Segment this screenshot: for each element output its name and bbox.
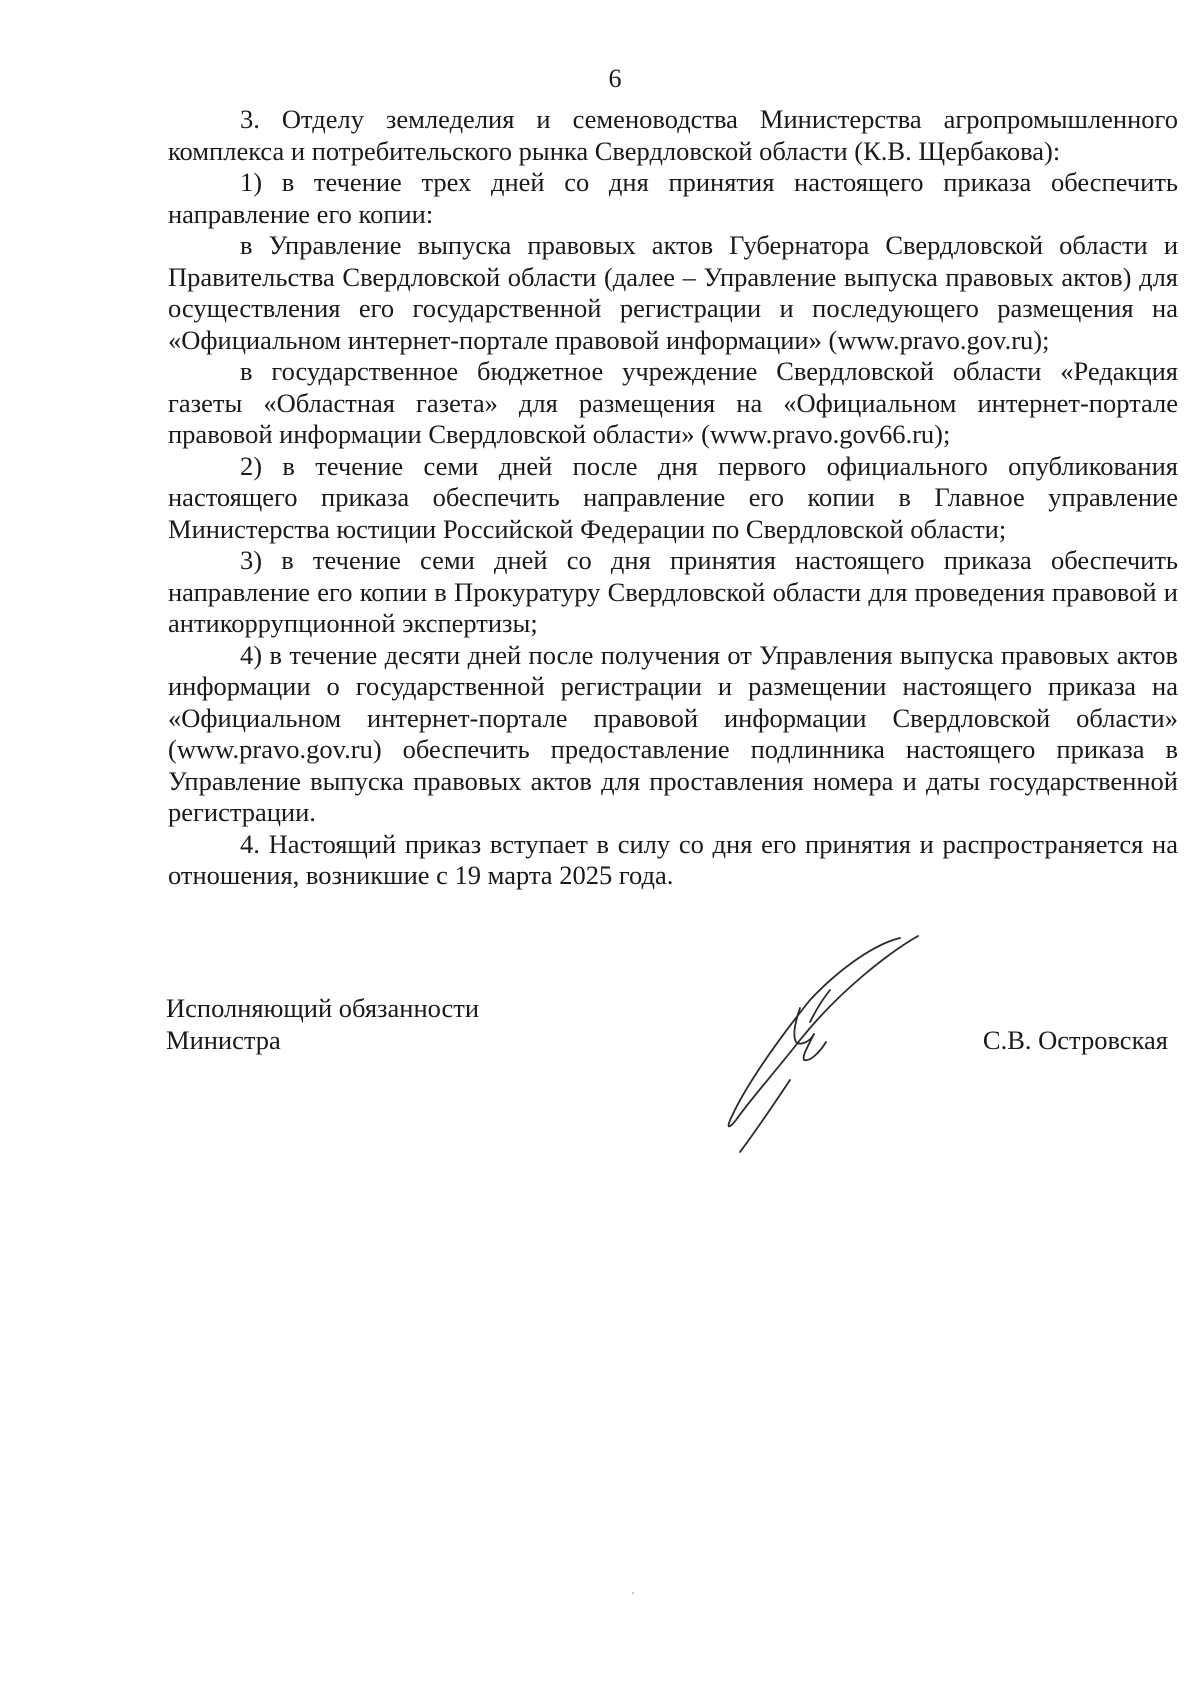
paragraph-3-4: 4) в течение десяти дней после получения от Управления выпуска правовых актов информации о государственной регистрации и размещении настоящего приказа на «Официальном интернет-портале правовой информации Свердловской области» (www.pravo.gov.ru) обеспечить предоставление подлинника настоящего приказа в Управление выпуска правовых актов для проставления номера и даты государственной регистрации. — [168, 639, 1178, 827]
paragraph-3-1-a: в Управление выпуска правовых актов Губернатора Свердловской области и Правительства Свердловской области (далее – Управление выпуска правовых актов) для осуществления его государственной регистрации и последующего размещения на «Официальном интернет-портале правовой информации» (www.pravo.gov.ru); — [168, 230, 1178, 355]
paragraph-3-3: 3) в течение семи дней со дня принятия настоящего приказа обеспечить направление его копии в Прокуратуру Свердловской области для проведения правовой и антикоррупционной экспертизы; — [168, 545, 1178, 638]
signatory-position-line1: Исполняющий обязанности — [166, 993, 480, 1023]
handwritten-signature — [700, 930, 930, 1165]
page-number: 6 — [608, 64, 622, 93]
scan-speck — [632, 1592, 634, 1594]
paragraph-3-1-b: в государственное бюджетное учреждение Свердловской области «Редакция газеты «Областная газета» для размещения на «Официальном интернет-портале правовой информации Свердловской области» (www.pravo.gov66.ru); — [168, 356, 1178, 449]
document-body — [168, 104, 1178, 892]
paragraph-3: 3. Отделу земледелия и семеноводства Министерства агропромышленного комплекса и потребительского рынка Свердловской области (К.В. Щербакова): — [168, 104, 1178, 166]
signatory-position-line2: Министра — [166, 1025, 281, 1055]
paragraph-4: 4. Настоящий приказ вступает в силу со дня его принятия и распространяется на отношения, возникшие с 19 марта 2025 года. — [168, 828, 1178, 890]
signatory-name: С.В. Островская — [982, 1025, 1168, 1055]
paragraph-3-2: 2) в течение семи дней после дня первого официального опубликования настоящего приказа обеспечить направление его копии в Главное управление Министерства юстиции Российской Федерации по Свердловской области; — [168, 450, 1178, 544]
paragraph-3-1: 1) в течение трех дней со дня принятия настоящего приказа обеспечить направление его копии: — [168, 167, 1178, 229]
signatory-position — [166, 992, 479, 1056]
